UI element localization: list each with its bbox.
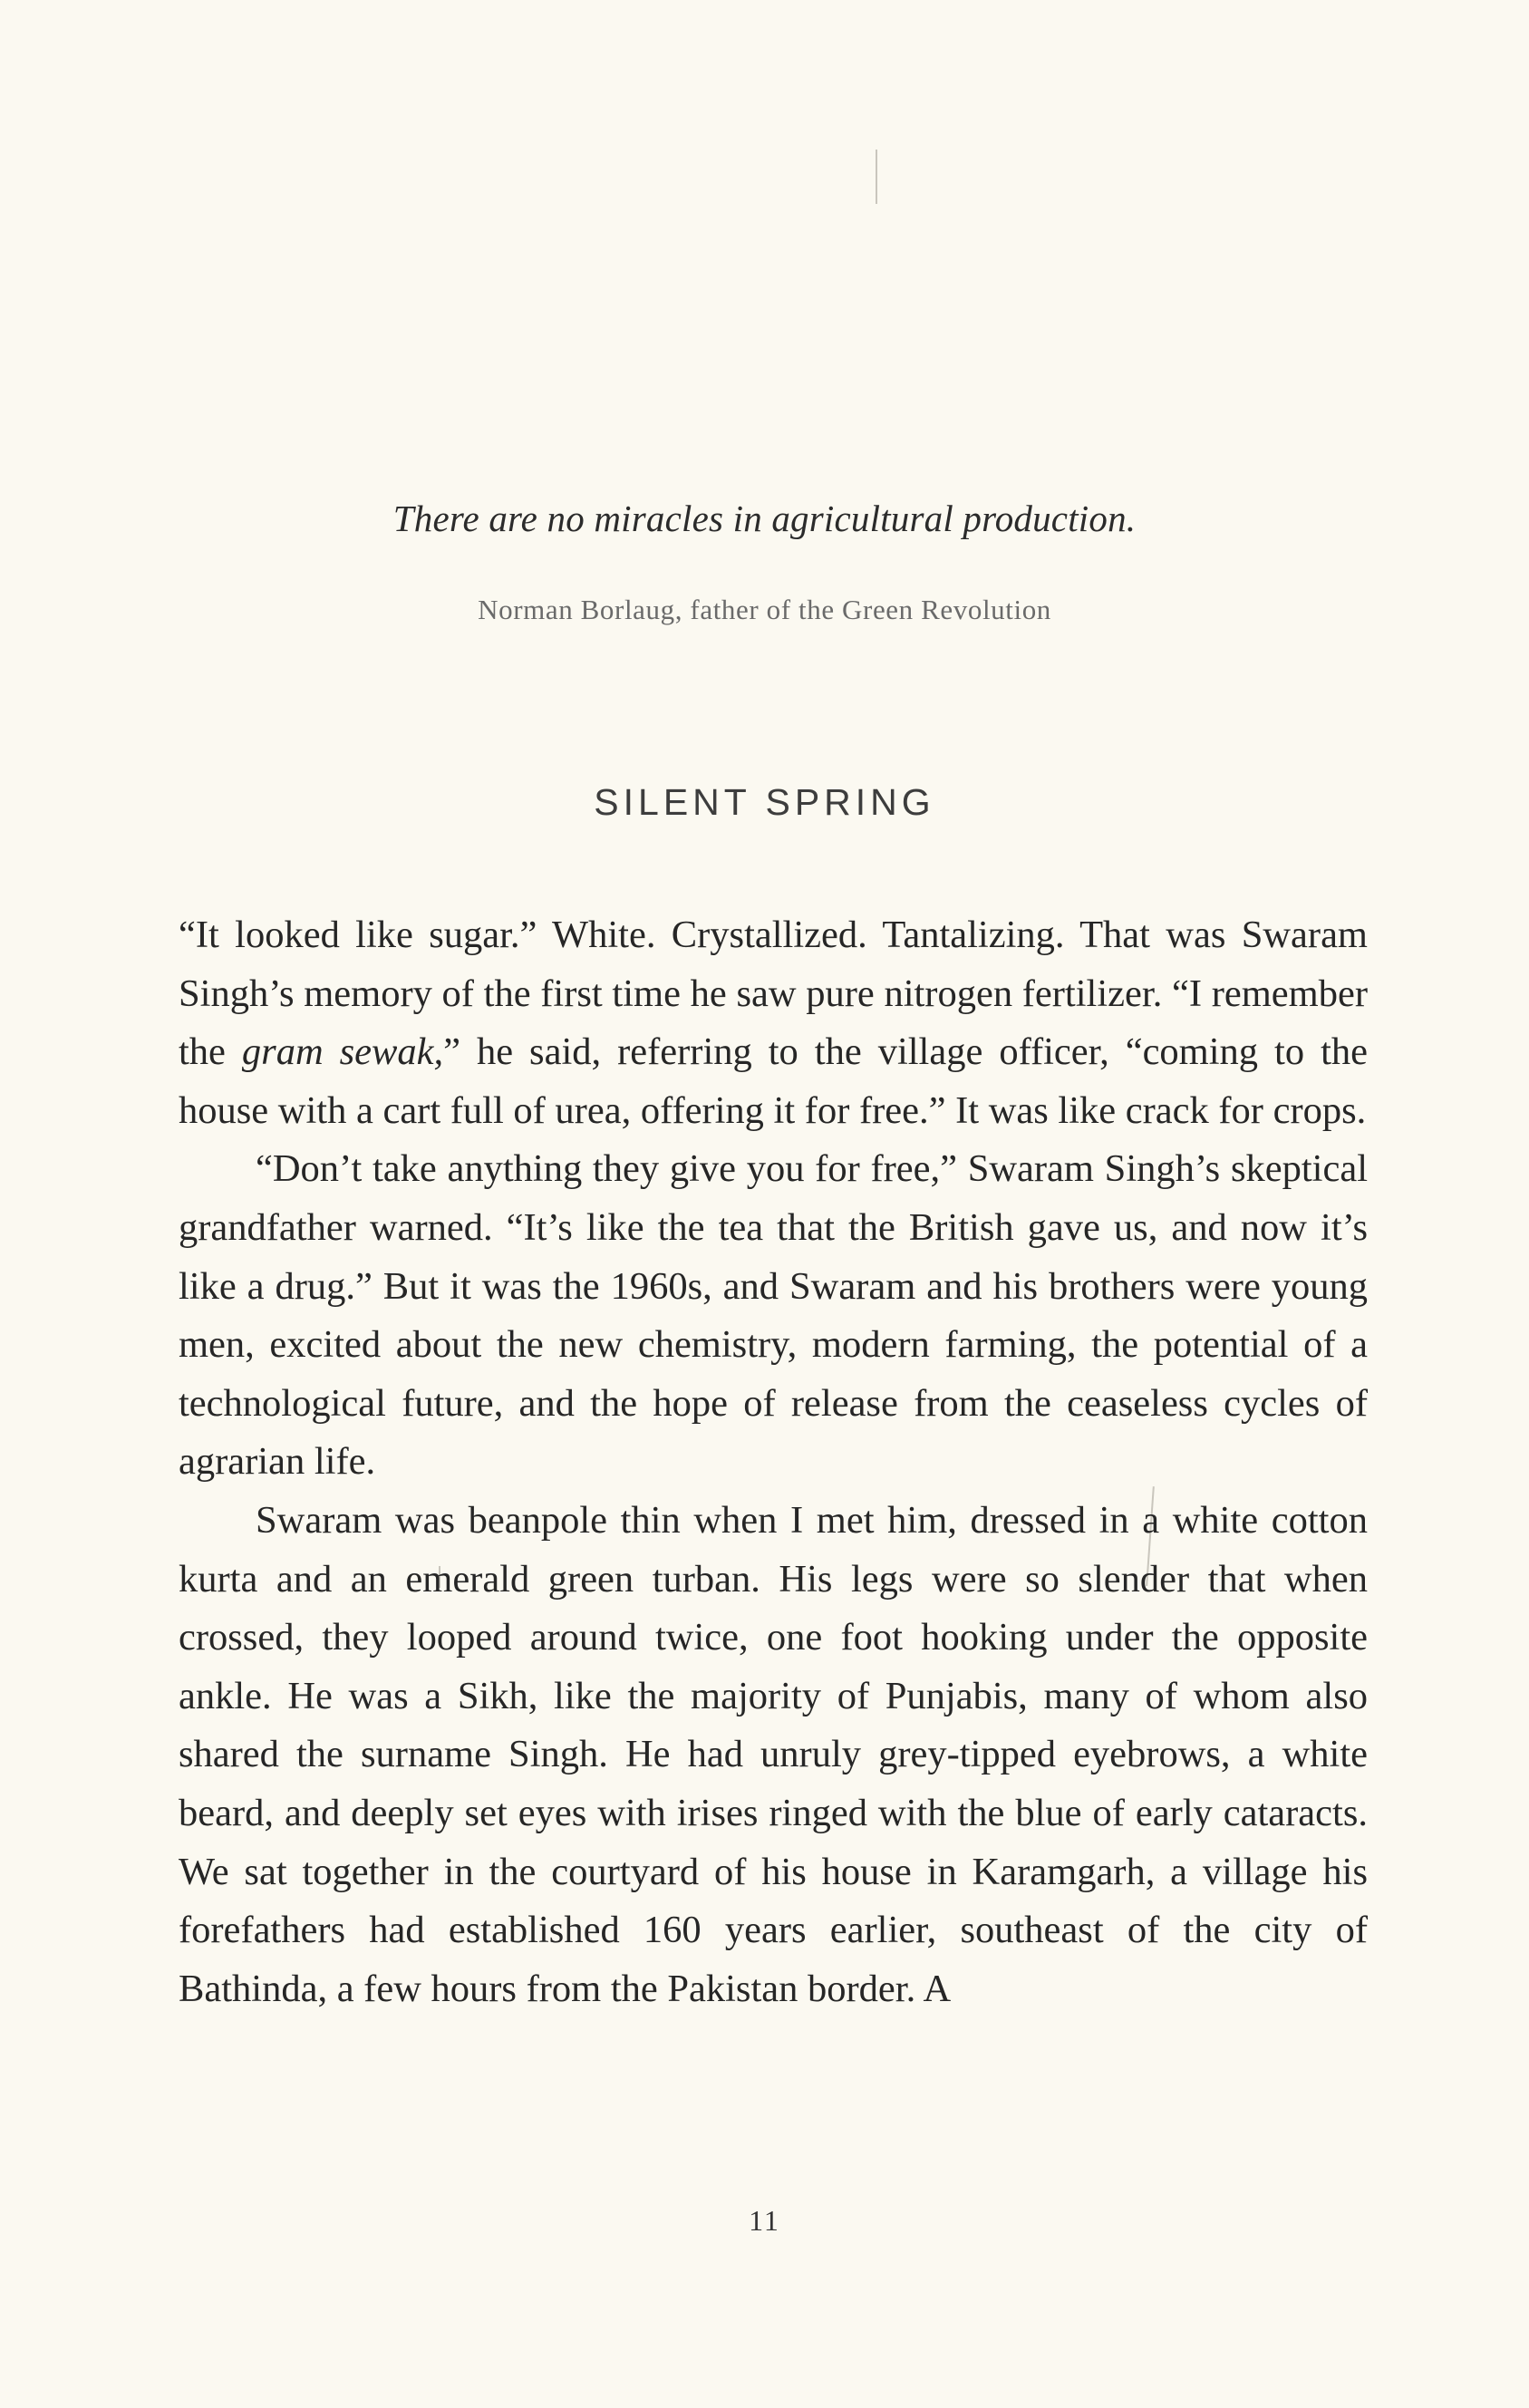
italic-term: gram sewak, — [241, 1030, 444, 1074]
paragraph: “Don’t take anything they give you for free,” Swaram Singh’s skeptical grandfather warned. “It’s like the tea that the British gave us, and now it’s like a drug.” But it was the 1960s, and Swaram and his brothers were young men, excited about the new chemistry, modern farming, the potential of a technological future, and the hope of release from the ceaseless cycles of agrarian life. — [179, 1147, 1368, 1484]
epigraph-attribution: Norman Borlaug, father of the Green Revolution — [478, 594, 1051, 625]
chapter-title: SILENT SPRING — [594, 781, 935, 823]
paragraph: Swaram was beanpole thin when I met him, dressed in a white cotton kurta and an emerald green turban. His legs were so slender that when crossed, they looped around twice, one foot hooking under the opposite ankle. He was a Sikh, like the majority of Punjabis, many of whom also shared the surname Singh. He had unruly grey-tipped eyebrows, a white beard, and deeply set eyes with irises ringed with the blue of early cataracts. We sat together in the courtyard of his house in Karamgarh, a village his forefathers had established 160 years earlier, southeast of the city of Bathinda, a few hours from the Pakistan border. A — [179, 1498, 1368, 2010]
paragraph-text: “It looked like sugar.” White. Crystallized. Tantalizing. That was Swaram Singh’s memory of the first time he saw pure nitrogen fertilizer. “I remember the — [179, 914, 1368, 1074]
page-number: 11 — [749, 2204, 780, 2237]
chapter-body — [179, 906, 1368, 2018]
paragraph — [179, 906, 1368, 1140]
scan-mark — [876, 150, 877, 204]
paragraph-text: ” he said, referring to the village officer, “coming to the house with a cart full of urea, offering it for free.” It was like crack for crops. — [179, 1030, 1368, 1132]
epigraph-quote: There are no miracles in agricultural production. — [392, 498, 1137, 539]
